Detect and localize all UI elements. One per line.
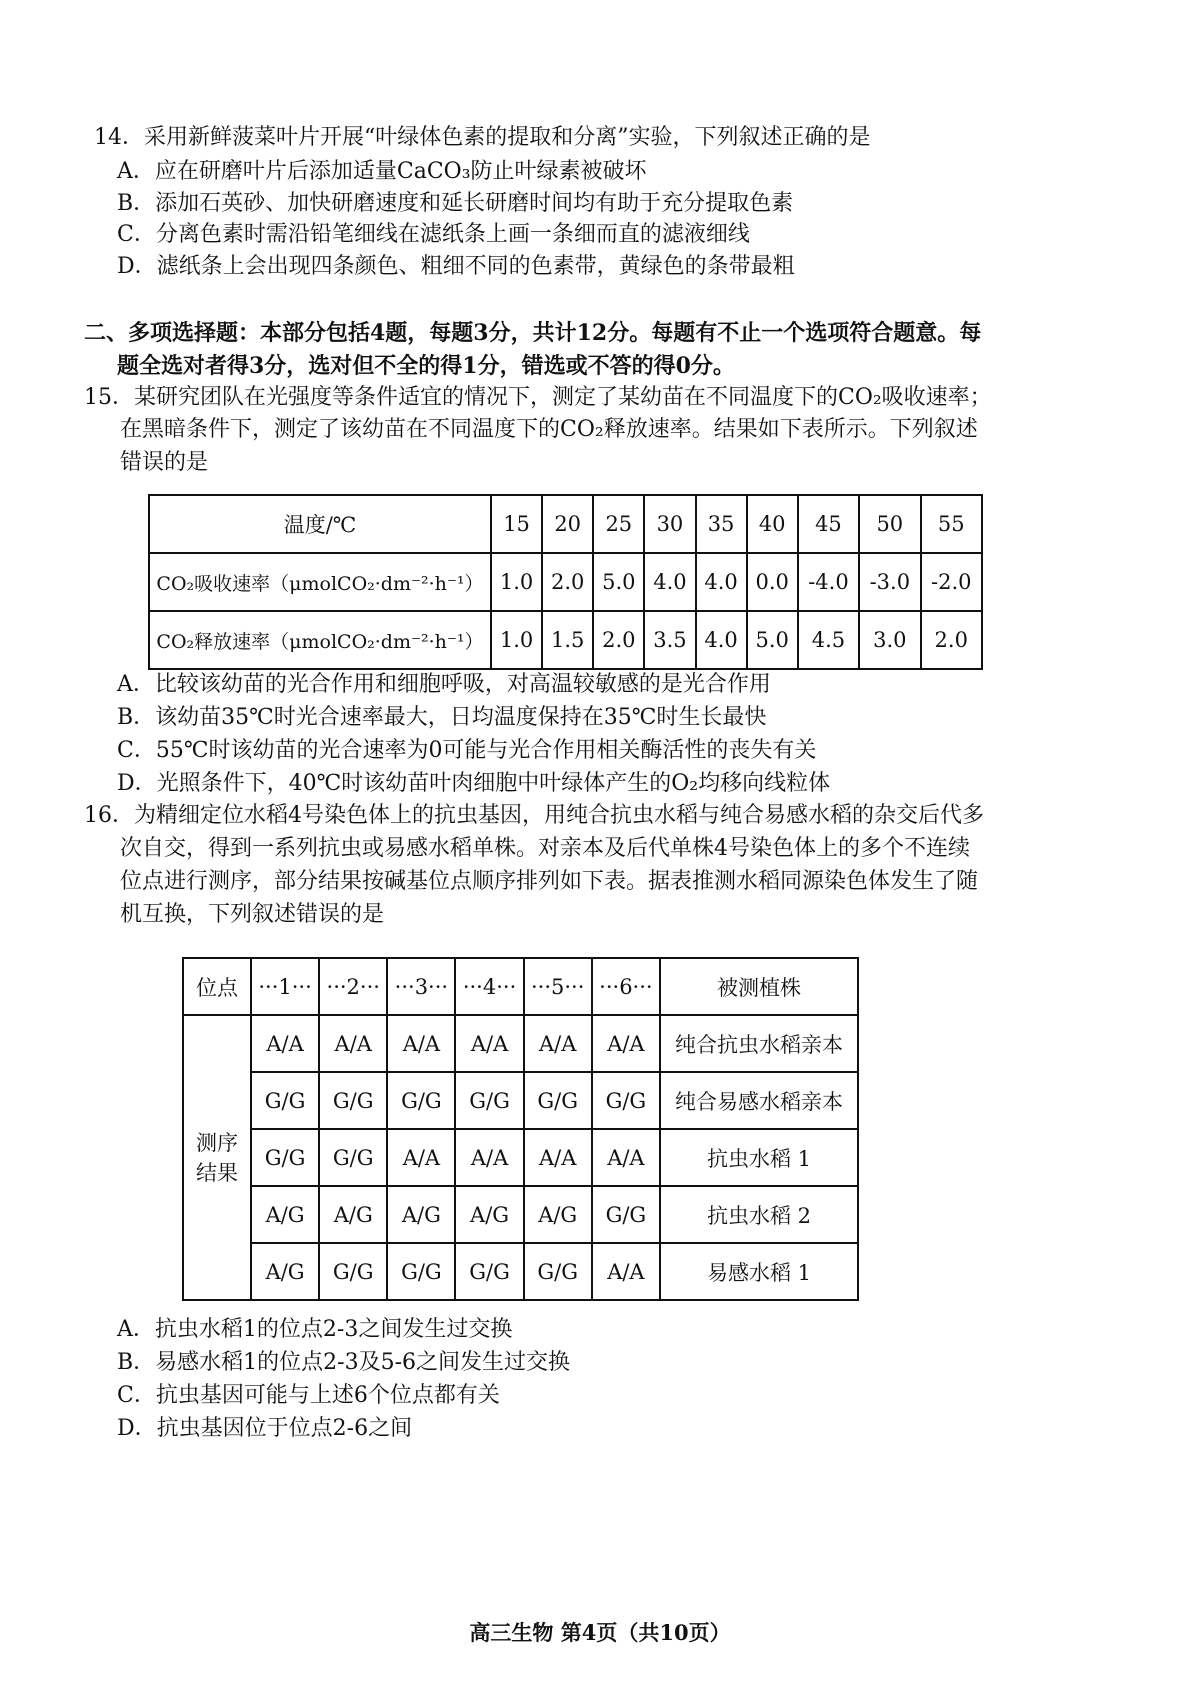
table-cell: A/A — [387, 1129, 455, 1186]
q14-option-c: C．分离色素时需沿铅笔细线在滤纸条上画一条细而直的滤液细线 — [117, 222, 750, 247]
table-cell: G/G — [592, 1072, 660, 1129]
q15-line2: 在黑暗条件下，测定了该幼苗在不同温度下的CO₂释放速率。结果如下表所示。下列叙述 — [120, 417, 978, 442]
temperature-header: 温度/℃ — [149, 495, 491, 553]
table-cell: 1.0 — [491, 611, 542, 669]
table-cell: 35 — [696, 495, 747, 553]
q15-line1: 15．某研究团队在光强度等条件适宜的情况下，测定了某幼苗在不同温度下的CO₂吸收速率； — [84, 385, 992, 410]
q15-table — [148, 494, 983, 670]
table-cell: G/G — [455, 1243, 523, 1300]
table-cell: 15 — [491, 495, 542, 553]
sequencing-result-label: 测序结果 — [183, 1015, 251, 1300]
table-cell: A/A — [524, 1129, 592, 1186]
table-cell: 4.0 — [644, 553, 695, 611]
table-cell: ···3··· — [387, 958, 455, 1015]
table-cell: 1.5 — [542, 611, 593, 669]
table-cell: 20 — [542, 495, 593, 553]
page-footer: 高三生物 第4页（共10页） — [469, 1620, 731, 1645]
table-cell: ···4··· — [455, 958, 523, 1015]
table-cell: G/G — [251, 1129, 319, 1186]
table-cell: 3.5 — [644, 611, 695, 669]
table-cell: A/A — [319, 1015, 387, 1072]
table-row — [183, 1015, 858, 1072]
table-cell: A/G — [524, 1186, 592, 1243]
plant-header: 被测植株 — [660, 958, 858, 1015]
table-cell: -4.0 — [798, 553, 859, 611]
q15-option-d: D．光照条件下，40℃时该幼苗叶肉细胞中叶绿体产生的O₂均移向线粒体 — [117, 771, 831, 796]
q14-option-a: A．应在研磨叶片后添加适量CaCO₃防止叶绿素被破坏 — [117, 159, 647, 184]
table-cell: -2.0 — [921, 553, 983, 611]
q16-option-d: D．抗虫基因位于位点2-6之间 — [117, 1416, 413, 1441]
table-cell: A/A — [251, 1015, 319, 1072]
plant-name: 抗虫水稻 2 — [660, 1186, 858, 1243]
table-cell: 25 — [593, 495, 644, 553]
table-cell: 2.0 — [593, 611, 644, 669]
table-row — [183, 1186, 858, 1243]
table-row — [183, 958, 858, 1015]
q14-option-d: D．滤纸条上会出现四条颜色、粗细不同的色素带，黄绿色的条带最粗 — [117, 254, 795, 279]
table-cell: ···2··· — [319, 958, 387, 1015]
site-header: 位点 — [183, 958, 251, 1015]
table-row — [183, 1072, 858, 1129]
table-cell: ···1··· — [251, 958, 319, 1015]
table-cell: 50 — [859, 495, 920, 553]
table-cell: A/A — [524, 1015, 592, 1072]
q16-line4: 机互换，下列叙述错误的是 — [120, 902, 385, 927]
table-cell: 3.0 — [859, 611, 920, 669]
table-cell: 55 — [921, 495, 983, 553]
section2-line1: 二、多项选择题：本部分包括4题，每题3分，共计12分。每题有不止一个选项符合题意。每 — [84, 320, 982, 346]
table-cell: 5.0 — [593, 553, 644, 611]
table-row — [183, 1129, 858, 1186]
section2-line2: 题全选对者得3分，选对但不全的得1分，错选或不答的得0分。 — [117, 353, 735, 379]
plant-name: 纯合易感水稻亲本 — [660, 1072, 858, 1129]
q16-table — [182, 957, 859, 1301]
table-cell: 4.0 — [696, 553, 747, 611]
table-cell: -3.0 — [859, 553, 920, 611]
table-cell: G/G — [592, 1186, 660, 1243]
table-cell: 45 — [798, 495, 859, 553]
table-cell: A/G — [251, 1243, 319, 1300]
table-cell: A/G — [319, 1186, 387, 1243]
table-cell: ···5··· — [524, 958, 592, 1015]
table-cell: G/G — [524, 1072, 592, 1129]
table-row — [149, 553, 982, 611]
table-cell: A/G — [455, 1186, 523, 1243]
q15-option-c: C．55℃时该幼苗的光合速率为0可能与光合作用相关酶活性的丧失有关 — [117, 738, 817, 763]
table-cell: A/A — [592, 1015, 660, 1072]
table-cell: 2.0 — [542, 553, 593, 611]
table-row — [183, 1243, 858, 1300]
release-rate-label: CO₂释放速率（μmolCO₂·dm⁻²·h⁻¹） — [149, 611, 491, 669]
table-cell: 1.0 — [491, 553, 542, 611]
table-cell: A/A — [387, 1015, 455, 1072]
table-cell: 40 — [747, 495, 798, 553]
table-cell: G/G — [387, 1072, 455, 1129]
table-row — [149, 495, 982, 553]
table-cell: 4.5 — [798, 611, 859, 669]
table-cell: 2.0 — [921, 611, 983, 669]
table-cell: 5.0 — [747, 611, 798, 669]
table-cell: G/G — [251, 1072, 319, 1129]
table-cell: G/G — [455, 1072, 523, 1129]
plant-name: 纯合抗虫水稻亲本 — [660, 1015, 858, 1072]
table-cell: ···6··· — [592, 958, 660, 1015]
table-row — [149, 611, 982, 669]
table-cell: A/A — [455, 1129, 523, 1186]
q15-option-b: B．该幼苗35℃时光合速率最大，日均温度保持在35℃时生长最快 — [117, 705, 767, 730]
plant-name: 抗虫水稻 1 — [660, 1129, 858, 1186]
table-cell: G/G — [524, 1243, 592, 1300]
table-cell: A/A — [592, 1129, 660, 1186]
q15-line3: 错误的是 — [120, 450, 209, 475]
table-cell: G/G — [319, 1243, 387, 1300]
plant-name: 易感水稻 1 — [660, 1243, 858, 1300]
q16-option-a: A．抗虫水稻1的位点2-3之间发生过交换 — [117, 1317, 513, 1342]
table-cell: A/G — [251, 1186, 319, 1243]
q16-line1: 16．为精细定位水稻4号染色体上的抗虫基因，用纯合抗虫水稻与纯合易感水稻的杂交后代多 — [84, 803, 984, 828]
q15-option-a: A．比较该幼苗的光合作用和细胞呼吸，对高温较敏感的是光合作用 — [117, 672, 771, 697]
table-cell: G/G — [319, 1072, 387, 1129]
q16-option-c: C．抗虫基因可能与上述6个位点都有关 — [117, 1383, 500, 1408]
absorption-rate-label: CO₂吸收速率（μmolCO₂·dm⁻²·h⁻¹） — [149, 553, 491, 611]
table-cell: G/G — [387, 1243, 455, 1300]
table-cell: A/G — [387, 1186, 455, 1243]
table-cell: 4.0 — [696, 611, 747, 669]
q16-option-b: B．易感水稻1的位点2-3及5-6之间发生过交换 — [117, 1350, 571, 1375]
table-cell: 0.0 — [747, 553, 798, 611]
table-cell: G/G — [319, 1129, 387, 1186]
table-cell: A/A — [592, 1243, 660, 1300]
q14-option-b: B．添加石英砂、加快研磨速度和延长研磨时间均有助于充分提取色素 — [117, 191, 794, 216]
table-cell: A/A — [455, 1015, 523, 1072]
q16-line3: 位点进行测序，部分结果按碱基位点顺序排列如下表。据表推测水稻同源染色体发生了随 — [120, 869, 979, 894]
q16-line2: 次自交，得到一系列抗虫或易感水稻单株。对亲本及后代单株4号染色体上的多个不连续 — [120, 836, 970, 861]
table-cell: 30 — [644, 495, 695, 553]
q14-stem: 14．采用新鲜菠菜叶片开展“叶绿体色素的提取和分离”实验，下列叙述正确的是 — [94, 125, 871, 150]
